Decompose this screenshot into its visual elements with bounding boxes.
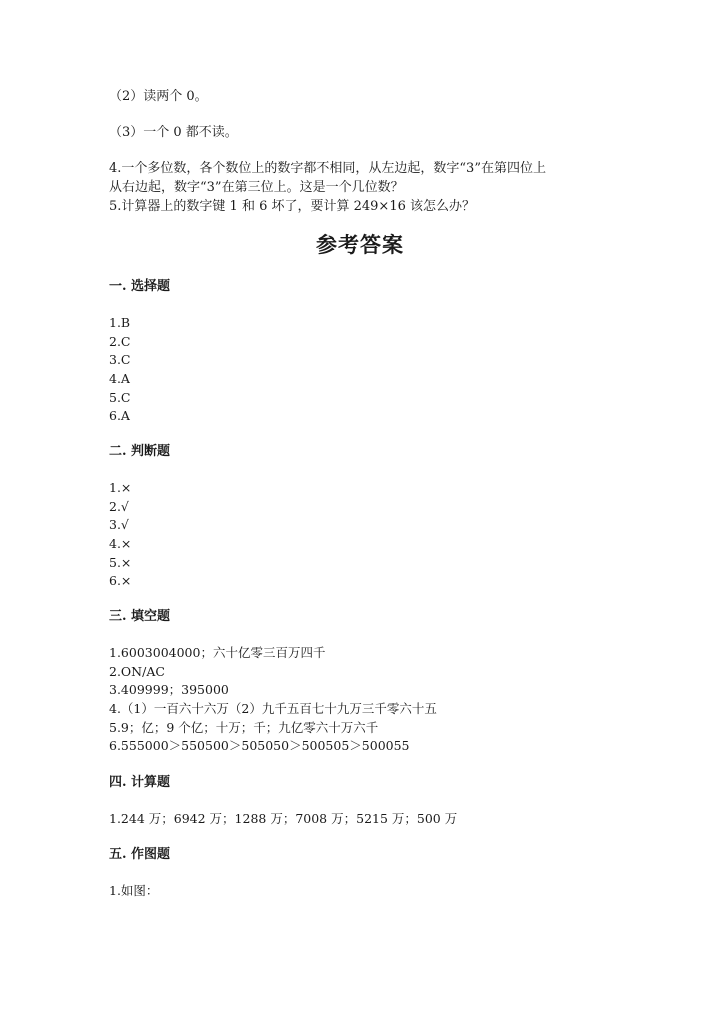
section-answers-calculation <box>109 810 457 829</box>
section-heading-fill-blank: 三. 填空题 <box>109 609 171 624</box>
question-4-line-2: 从右边起，数字“3”在第三位上。这是一个几位数？ <box>109 180 404 195</box>
answer-item: 6.A <box>109 408 130 424</box>
section-answers-judgement <box>109 479 131 591</box>
answer-item: 1.如图： <box>109 883 159 898</box>
answer-item: 1.B <box>109 315 131 330</box>
answer-item: 6.× <box>109 573 132 589</box>
section-answers-fill-blank <box>109 644 437 756</box>
section-answers-drawing <box>109 882 158 901</box>
section-answers-choice <box>109 314 131 426</box>
question-5: 5.计算器上的数字键 1 和 6 坏了，要计算 249×16 该怎么办？ <box>109 199 475 214</box>
section-heading-drawing: 五. 作图题 <box>109 847 171 862</box>
answer-item: 2.C <box>109 333 131 349</box>
answer-item: 1.6003004000；六十亿零三百万四千 <box>109 645 326 660</box>
answer-item: 5.9；亿；9 个亿；十万；千；九亿零六十万六千 <box>109 719 379 735</box>
answer-item: 6.555000＞550500＞505050＞500505＞500055 <box>109 738 410 754</box>
answer-item: 4.（1）一百六十六万（2）九千五百七十九万三千零六十五 <box>109 701 437 717</box>
answer-item: 1.244 万；6942 万；1288 万；7008 万；5215 万；500 万 <box>109 811 458 826</box>
answer-item: 4.A <box>109 371 130 387</box>
question-4-line-1: 4.一个多位数，各个数位上的数字都不相同，从左边起，数字“3”在第四位上 <box>109 161 546 176</box>
section-heading-choice: 一. 选择题 <box>109 279 171 294</box>
answer-title: 参考答案 <box>316 232 404 257</box>
answer-item: 2.ON/AC <box>109 663 165 679</box>
answer-item: 5.× <box>109 554 132 570</box>
answer-item: 3.409999；395000 <box>109 682 229 698</box>
answer-item: 1.× <box>109 480 132 495</box>
section-heading-judgement: 二. 判断题 <box>109 444 171 459</box>
section-heading-calculation: 四. 计算题 <box>109 775 171 790</box>
answer-item: 5.C <box>109 389 131 405</box>
answer-item: 4.× <box>109 536 132 552</box>
question-3-part-3: （3）一个 0 都不读。 <box>109 125 238 140</box>
answer-item: 3.C <box>109 352 131 368</box>
question-3-part-2: （2）读两个 0。 <box>109 89 208 104</box>
answer-item: 3.√ <box>109 517 129 533</box>
answer-item: 2.√ <box>109 498 129 514</box>
